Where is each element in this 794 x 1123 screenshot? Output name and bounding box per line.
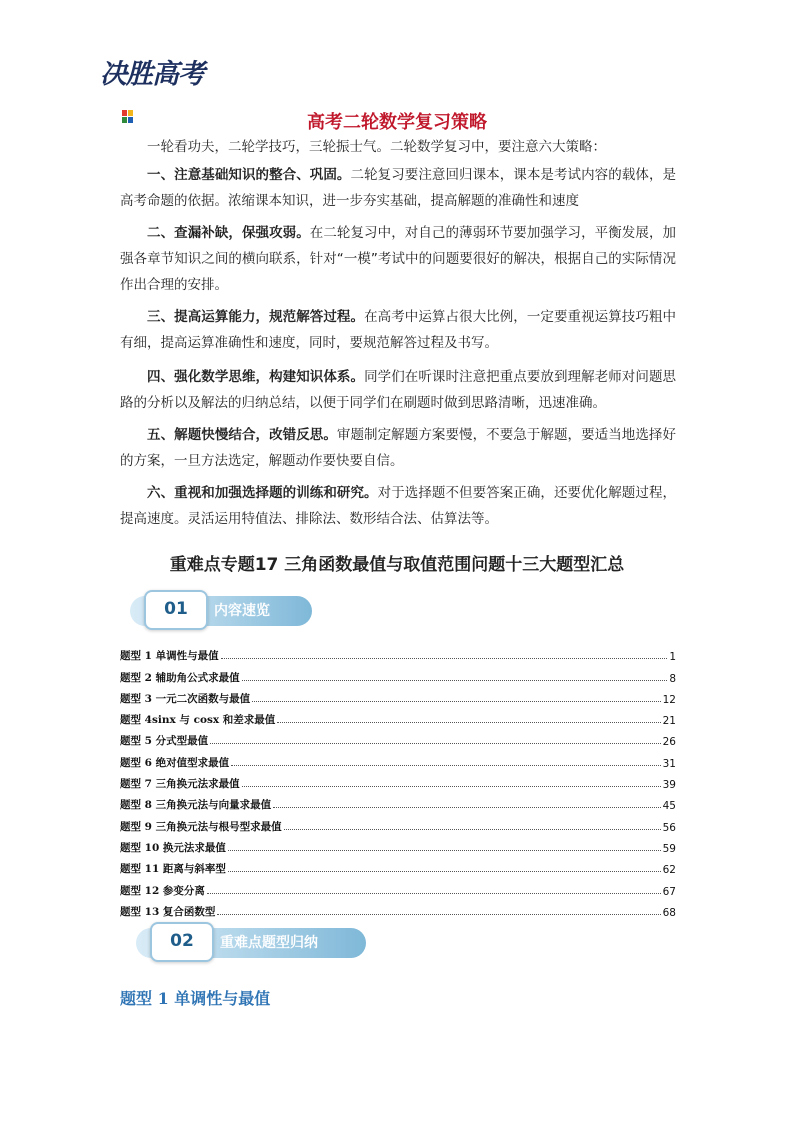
strategy-text: 在高考中运算占很大比例，一定要重视运算技巧粗中有细，提高运算准确性和速度，同时，要规范解答过程及书写。 (120, 309, 677, 351)
toc-entry[interactable] (120, 642, 676, 663)
section-banner-types (136, 922, 366, 960)
toc-leader (217, 914, 660, 915)
toc-page-number: 68 (662, 906, 676, 919)
toc-leader (207, 893, 661, 894)
toc-label: 题型 12 参变分离 (120, 884, 205, 897)
banner-number: 01 (144, 590, 208, 630)
toc-entry[interactable] (120, 834, 676, 855)
banner-label: 内容速览 (214, 603, 270, 619)
toc-page-number: 39 (662, 779, 676, 792)
intro-paragraph: 一轮看功夫，二轮学技巧，三轮振士气。二轮数学复习中，要注意六大策略： (147, 139, 606, 155)
toc-label: 题型 2 辅助角公式求最值 (120, 671, 240, 684)
toc-entry[interactable] (120, 748, 676, 769)
strategy-heading: 六、重视和加强选择题的训练和研究。 (147, 485, 378, 501)
toc-entry[interactable] (120, 876, 676, 897)
toc-label: 题型 8 三角换元法与向量求最值 (120, 799, 272, 812)
strategy-text: 二轮复习要注意回归课本，课本是考试内容的载体，是高考命题的依据。浓缩课本知识，进一步夯实基础，提高解题的准确性和速度 (120, 167, 677, 209)
toc-leader (277, 722, 660, 723)
toc-leader (231, 765, 661, 766)
toc-entry[interactable] (120, 855, 676, 876)
strategy-heading: 五、解题快慢结合，改错反思。 (147, 427, 337, 443)
strategy-text: 审题制定解题方案要慢，不要急于解题，要适当地选择好的方案，一旦方法选定，解题动作要快要自信。 (120, 427, 677, 469)
toc-entry[interactable] (120, 727, 676, 748)
toc-leader (210, 743, 661, 744)
toc-entry[interactable] (120, 770, 676, 791)
strategy-heading: 二、查漏补缺，保强攻弱。 (147, 225, 310, 241)
toc-label: 题型 10 换元法求最值 (120, 841, 226, 854)
toc-label: 题型 13 复合函数型 (120, 905, 216, 918)
toc-label: 题型 7 三角换元法求最值 (120, 778, 240, 791)
toc-label: 题型 6 绝对值型求最值 (120, 756, 230, 769)
toc-page-number: 45 (662, 800, 676, 813)
toc-label: 题型 11 距离与斜率型 (120, 863, 226, 876)
toc-page-number: 62 (662, 864, 676, 877)
strategy-5 (120, 422, 676, 474)
toc-page-number: 26 (662, 736, 676, 749)
section-heading: 题型 1 单调性与最值 (120, 989, 271, 1008)
toc-entry[interactable] (120, 812, 676, 833)
toc-page-number: 8 (669, 672, 676, 685)
toc-leader (228, 850, 661, 851)
topic-title: 重难点专题17 三角函数最值与取值范围问题十三大题型汇总 (169, 555, 625, 575)
toc-leader (221, 658, 668, 659)
toc-label: 题型 5 分式型最值 (120, 735, 209, 748)
logo-text: 决胜高考 (100, 59, 204, 90)
strategy-heading: 四、强化数学思维，构建知识体系。 (147, 369, 365, 385)
toc-page-number: 21 (662, 715, 676, 728)
strategy-6 (120, 480, 676, 532)
toc-entry[interactable] (120, 898, 676, 919)
strategy-2 (120, 220, 676, 298)
toc-page-number: 56 (662, 821, 676, 834)
table-of-contents (120, 642, 676, 919)
toc-entry[interactable] (120, 685, 676, 706)
strategy-text: 在二轮复习中，对自己的薄弱环节要加强学习，平衡发展，加强各章节知识之间的横向联系，针对“一模”考试中的问题要很好的解决，根据自己的实际情况作出合理的安排。 (120, 225, 677, 293)
toc-entry[interactable] (120, 706, 676, 727)
toc-leader (284, 829, 661, 830)
toc-page-number: 67 (662, 885, 676, 898)
strategy-text: 同学们在听课时注意把重点要放到理解老师对问题思路的分析以及解法的归纳总结，以便于同学们在刷题时做到思路清晰，迅速准确。 (120, 369, 677, 411)
strategy-text: 对于选择题不但要答案正确，还要优化解题过程，提高速度。灵活运用特值法、排除法、数形结合法、估算法等。 (120, 485, 677, 527)
page-title: 高考二轮数学复习策略 (307, 112, 487, 133)
toc-leader (228, 871, 661, 872)
toc-label: 题型 4sinx 与 cosx 和差求最值 (120, 714, 276, 727)
toc-page-number: 59 (662, 842, 676, 855)
strategy-heading: 一、注意基础知识的整合、巩固。 (147, 167, 351, 183)
toc-leader (273, 807, 661, 808)
toc-page-number: 31 (662, 757, 676, 770)
section-banner-contents (130, 590, 312, 628)
toc-leader (242, 786, 661, 787)
toc-page-number: 12 (662, 693, 676, 706)
toc-entry[interactable] (120, 791, 676, 812)
toc-label: 题型 1 单调性与最值 (120, 650, 219, 663)
toc-leader (252, 701, 661, 702)
strategy-3 (120, 304, 676, 356)
banner-number: 02 (150, 922, 214, 962)
toc-entry[interactable] (120, 663, 676, 684)
strategy-4 (120, 364, 676, 416)
toc-label: 题型 3 一元二次函数与最值 (120, 692, 251, 705)
banner-label: 重难点题型归纳 (220, 935, 318, 951)
strategy-heading: 三、提高运算能力，规范解答过程。 (147, 309, 365, 325)
strategy-1 (120, 162, 676, 214)
toc-leader (242, 680, 668, 681)
toc-label: 题型 9 三角换元法与根号型求最值 (120, 820, 282, 833)
toc-page-number: 1 (669, 651, 676, 664)
